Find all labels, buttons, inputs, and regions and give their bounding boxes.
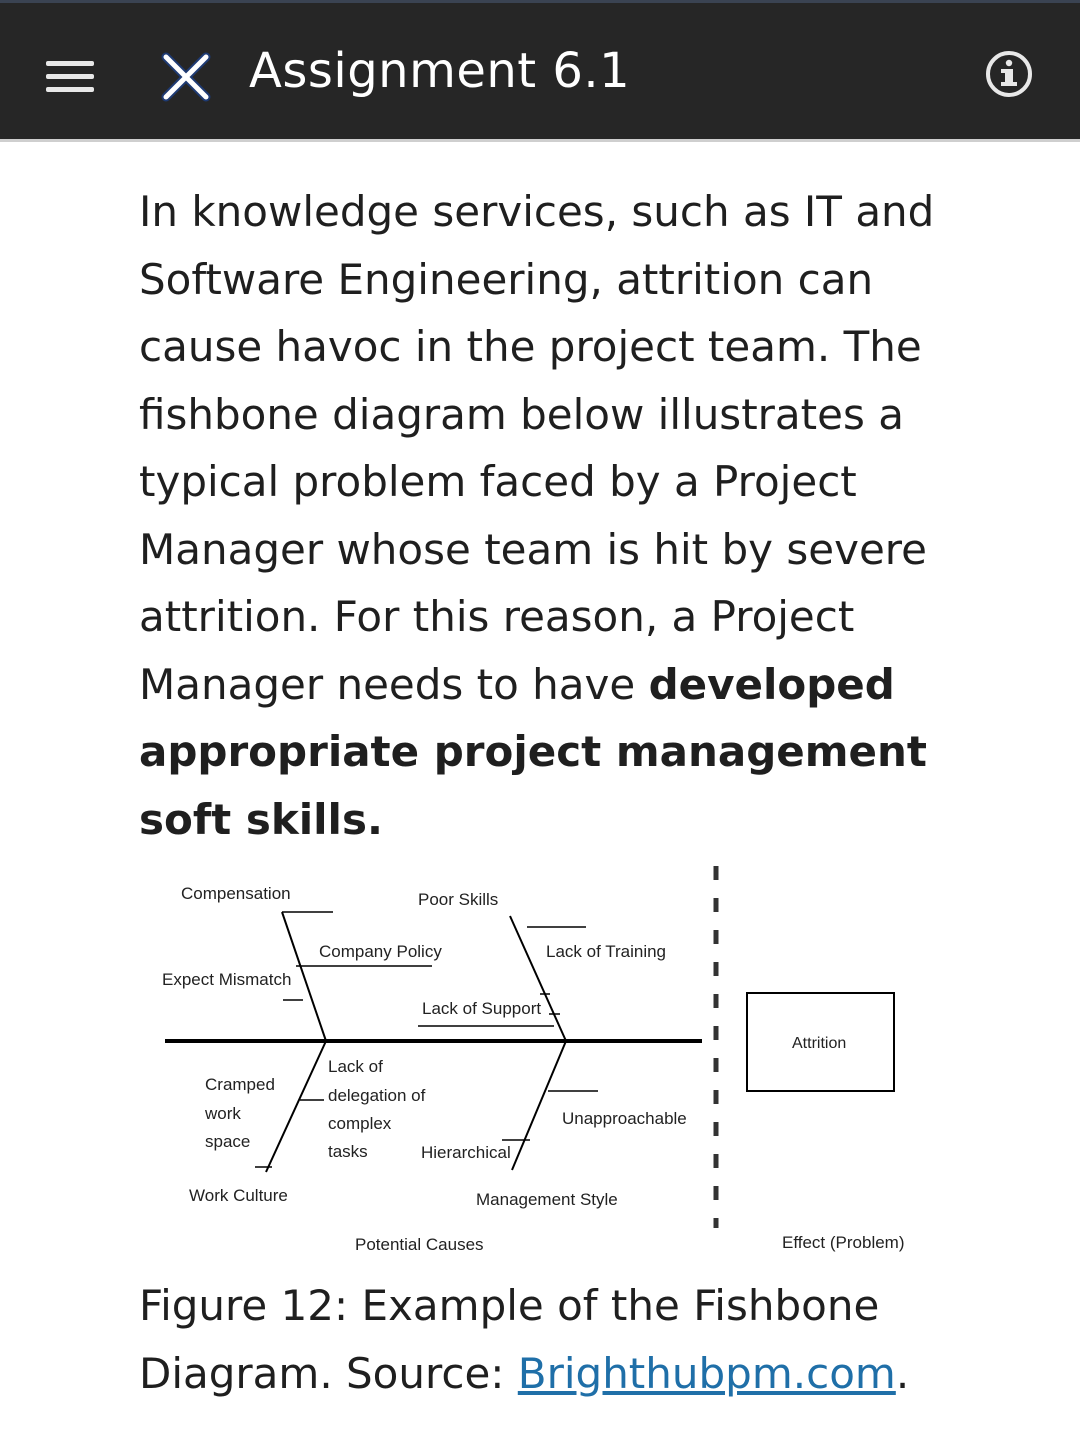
paragraph-plain: In knowledge services, such as IT and Software Engineering, attrition can cause havoc in the project team. The fishbone diagram below illustrates a typical problem faced by a Project Manager whose team is hit by severe attrition. For this reason, a Project Manager needs to have — [139, 187, 935, 709]
paragraph-bold: developed appropriate project management soft skills. — [139, 659, 927, 844]
info-icon[interactable] — [984, 49, 1034, 99]
label-hierarchical: Hierarchical — [421, 1143, 511, 1162]
close-icon[interactable] — [158, 49, 214, 105]
body-text — [139, 178, 959, 853]
bone-poor-skills — [510, 916, 566, 1041]
label-poor-skills: Poor Skills — [418, 890, 499, 909]
label-unapproachable: Unapproachable — [562, 1109, 687, 1128]
caption-text: Figure 12: Example of the Fishbone Diagram. Source: — [139, 1281, 880, 1398]
label-cramped-1: Cramped — [205, 1075, 275, 1094]
label-effect-problem: Effect (Problem) — [782, 1233, 905, 1252]
label-work-culture: Work Culture — [189, 1186, 288, 1205]
label-company-policy: Company Policy — [319, 942, 442, 961]
label-delegation-4: tasks — [328, 1142, 368, 1161]
label-management-style: Management Style — [476, 1190, 618, 1209]
label-delegation-1: Lack of — [328, 1057, 383, 1076]
label-delegation-2: delegation of — [328, 1086, 426, 1105]
label-lack-of-training: Lack of Training — [546, 942, 667, 961]
label-delegation-3: complex — [328, 1114, 392, 1133]
source-link[interactable]: Brighthubpm.com — [517, 1348, 896, 1398]
fishbone-diagram — [150, 858, 910, 1268]
label-cramped-2: work — [205, 1104, 241, 1123]
label-attrition: Attrition — [792, 1035, 847, 1052]
label-expect-mismatch: Expect Mismatch — [162, 970, 292, 989]
bone-management-style — [512, 1041, 566, 1170]
bone-work-culture — [266, 1041, 326, 1172]
hamburger-menu-icon[interactable] — [46, 57, 98, 97]
label-lack-of-support: Lack of Support — [422, 999, 542, 1018]
label-compensation: Compensation — [181, 884, 291, 903]
page-title: Assignment 6.1 — [249, 43, 631, 99]
intro-paragraph — [139, 178, 959, 853]
figure-caption — [139, 1272, 959, 1407]
label-potential-causes: Potential Causes — [355, 1235, 484, 1254]
app-header — [0, 0, 1080, 142]
caption-suffix: . — [895, 1348, 910, 1398]
label-cramped-3: space — [205, 1132, 251, 1151]
